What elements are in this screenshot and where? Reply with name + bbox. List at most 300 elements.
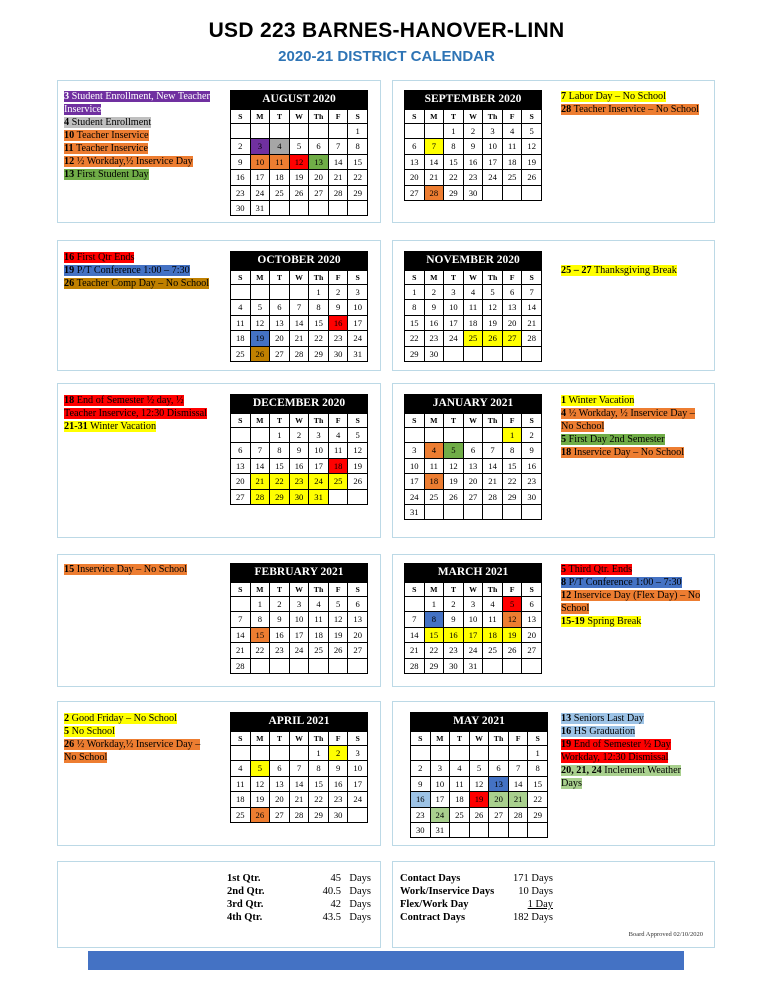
empty-cell	[450, 746, 470, 761]
note-date: 15-19	[561, 616, 585, 627]
note-date: 12	[64, 156, 75, 167]
notes-october	[64, 251, 214, 290]
day-cell: 3	[444, 285, 464, 300]
weekday-header: S	[348, 110, 368, 124]
calendar-note	[64, 155, 216, 168]
weekday-header: T	[450, 732, 470, 746]
note-date: 19	[64, 265, 75, 276]
day-cell: 9	[411, 777, 431, 792]
day-cell: 20	[270, 331, 290, 346]
day-cell: 31	[348, 347, 368, 362]
day-cell: 27	[522, 643, 542, 658]
day-cell: 17	[464, 628, 484, 643]
day-cell: 20	[270, 792, 290, 807]
day-cell: 16	[444, 628, 464, 643]
day-cell: 1	[405, 285, 425, 300]
day-cell: 21	[290, 792, 310, 807]
calendar-note	[64, 712, 214, 725]
day-cell: 20	[503, 316, 523, 331]
empty-cell	[290, 124, 310, 139]
quarter-totals	[227, 872, 377, 924]
day-cell: 7	[290, 761, 310, 776]
day-cell: 13	[348, 612, 368, 627]
day-cell: 8	[270, 443, 290, 458]
empty-cell	[483, 428, 503, 443]
day-cell: 21	[251, 474, 271, 489]
weekday-header: T	[270, 583, 290, 597]
day-cell: 10	[309, 443, 329, 458]
day-cell: 23	[522, 474, 542, 489]
day-cell: 19	[444, 474, 464, 489]
day-cell: 15	[503, 459, 523, 474]
calendar-note	[64, 251, 214, 264]
note-date: 3	[64, 91, 70, 102]
day-cell: 25	[450, 808, 470, 823]
month-grid	[404, 413, 542, 520]
day-cell: 2	[425, 285, 445, 300]
month-grid	[230, 413, 368, 505]
weekday-header: M	[251, 732, 271, 746]
day-cell: 21	[425, 170, 445, 185]
note-text: ½ Workday, ½ Inservice Day – No School	[561, 408, 695, 432]
note-date: 13	[64, 169, 75, 180]
day-cell: 29	[503, 490, 523, 505]
calendar-note	[561, 764, 701, 790]
note-text: Inservice Day – No School	[573, 447, 685, 458]
day-cell: 24	[348, 331, 368, 346]
weekday-header: M	[251, 110, 271, 124]
day-cell: 12	[444, 459, 464, 474]
day-cell: 4	[425, 443, 445, 458]
day-cell: 24	[405, 490, 425, 505]
weekday-header: Th	[309, 414, 329, 428]
day-cell: 1	[309, 285, 329, 300]
calendar-note	[561, 712, 701, 725]
day-cell: 25	[483, 643, 503, 658]
day-cell: 5	[329, 597, 349, 612]
quarter-row	[227, 872, 377, 885]
day-cell: 3	[483, 124, 503, 139]
empty-cell	[464, 347, 484, 362]
day-cell: 12	[503, 612, 523, 627]
weekday-header: F	[503, 110, 523, 124]
notes-march	[561, 563, 709, 628]
month-title: NOVEMBER 2020	[404, 251, 542, 270]
day-cell: 24	[444, 331, 464, 346]
day-cell: 26	[251, 347, 271, 362]
day-cell: 30	[464, 186, 484, 201]
day-cell: 16	[411, 792, 431, 807]
note-text: Spring Break	[587, 616, 642, 627]
day-cell: 8	[251, 612, 271, 627]
day-cell: 1	[270, 428, 290, 443]
empty-cell	[329, 490, 349, 505]
day-cell: 27	[270, 808, 290, 823]
month-grid	[404, 582, 542, 674]
day-cell: 28	[290, 347, 310, 362]
day-cell: 25	[425, 490, 445, 505]
board-approved-note: Board Approved 02/10/2020	[628, 931, 703, 938]
calendar-october	[230, 251, 368, 362]
day-cell: 29	[528, 808, 548, 823]
weekday-header: T	[270, 271, 290, 285]
empty-cell	[270, 124, 290, 139]
note-text: Winter Vacation	[90, 421, 157, 432]
empty-cell	[348, 808, 368, 823]
day-cell: 26	[329, 643, 349, 658]
day-cell: 23	[270, 643, 290, 658]
day-cell: 26	[348, 474, 368, 489]
weekday-header: S	[405, 414, 425, 428]
day-cell: 4	[231, 300, 251, 315]
day-cell: 13	[503, 300, 523, 315]
day-cell: 6	[231, 443, 251, 458]
day-cell: 14	[231, 628, 251, 643]
day-cell: 6	[270, 300, 290, 315]
calendar-note	[561, 615, 709, 628]
weekday-header: W	[464, 271, 484, 285]
calendar-november	[404, 251, 542, 362]
day-cell: 14	[425, 155, 445, 170]
day-cell: 19	[251, 331, 271, 346]
day-cell: 2	[329, 285, 349, 300]
day-cell: 27	[503, 331, 523, 346]
empty-cell	[231, 746, 251, 761]
day-cell: 16	[522, 459, 542, 474]
day-cell: 26	[483, 331, 503, 346]
day-cell: 7	[251, 443, 271, 458]
note-date: 4	[561, 408, 567, 419]
day-cell: 4	[309, 597, 329, 612]
day-cell: 29	[425, 659, 445, 674]
empty-cell	[405, 597, 425, 612]
quarter-unit: Days	[349, 873, 371, 884]
note-text: Labor Day – No School	[568, 91, 666, 102]
day-cell: 11	[309, 612, 329, 627]
day-cell: 11	[270, 155, 290, 170]
day-cell: 16	[464, 155, 484, 170]
day-cell: 12	[348, 443, 368, 458]
day-cell: 11	[450, 777, 470, 792]
day-cell: 20	[489, 792, 509, 807]
day-cell: 5	[251, 300, 271, 315]
day-cell: 27	[309, 186, 329, 201]
day-cell: 31	[464, 659, 484, 674]
weekday-header: W	[470, 732, 490, 746]
day-cell: 6	[522, 597, 542, 612]
empty-cell	[270, 201, 290, 216]
day-cell: 9	[464, 139, 484, 154]
empty-cell	[231, 428, 251, 443]
empty-cell	[329, 124, 349, 139]
day-cell: 27	[231, 490, 251, 505]
empty-cell	[405, 124, 425, 139]
weekday-header: Th	[483, 110, 503, 124]
weekday-header: M	[431, 732, 451, 746]
note-date: 5	[561, 434, 567, 445]
day-cell: 24	[251, 186, 271, 201]
day-cell: 18	[309, 628, 329, 643]
day-cell: 15	[270, 459, 290, 474]
day-cell: 1	[528, 746, 548, 761]
day-cell: 13	[231, 459, 251, 474]
day-cell: 15	[251, 628, 271, 643]
day-cell: 23	[425, 331, 445, 346]
quarter-unit: Days	[349, 899, 371, 910]
note-date: 28	[561, 104, 572, 115]
weekday-header: T	[270, 110, 290, 124]
empty-cell	[290, 201, 310, 216]
note-date: 12	[561, 590, 572, 601]
note-text: First Student Day	[76, 169, 149, 180]
day-cell: 19	[483, 316, 503, 331]
day-cell: 13	[489, 777, 509, 792]
weekday-header: S	[522, 583, 542, 597]
day-cell: 19	[470, 792, 490, 807]
note-date: 5	[64, 726, 70, 737]
weekday-header: S	[231, 110, 251, 124]
calendar-note	[64, 90, 216, 116]
day-cell: 25	[503, 170, 523, 185]
day-cell: 22	[405, 331, 425, 346]
notes-november	[561, 264, 709, 277]
note-date: 11	[64, 143, 74, 154]
month-title: DECEMBER 2020	[230, 394, 368, 413]
day-cell: 27	[464, 490, 484, 505]
day-cell: 31	[309, 490, 329, 505]
day-cell: 8	[528, 761, 548, 776]
empty-cell	[251, 285, 271, 300]
calendar-note	[64, 420, 214, 433]
day-cell: 7	[509, 761, 529, 776]
quarter-value: 40.5	[322, 886, 341, 897]
day-cell: 23	[444, 643, 464, 658]
calendar-march	[404, 563, 542, 674]
calendar-note	[561, 103, 701, 116]
empty-cell	[431, 746, 451, 761]
empty-cell	[503, 659, 523, 674]
day-cell: 2	[411, 761, 431, 776]
calendar-note	[561, 563, 709, 576]
empty-cell	[522, 347, 542, 362]
day-cell: 2	[444, 597, 464, 612]
day-total-label: Contact Days	[400, 873, 461, 884]
day-cell: 30	[522, 490, 542, 505]
day-cell: 28	[231, 659, 251, 674]
day-cell: 7	[329, 139, 349, 154]
calendar-note	[561, 264, 709, 277]
weekday-header: F	[329, 271, 349, 285]
calendar-note	[64, 277, 214, 290]
weekday-header: M	[425, 583, 445, 597]
day-cell: 24	[348, 792, 368, 807]
day-cell: 4	[450, 761, 470, 776]
day-total-value: 10 Days	[518, 886, 553, 897]
day-cell: 17	[483, 155, 503, 170]
day-cell: 9	[425, 300, 445, 315]
day-cell: 16	[270, 628, 290, 643]
weekday-header: Th	[309, 110, 329, 124]
day-cell: 10	[251, 155, 271, 170]
month-title: OCTOBER 2020	[230, 251, 368, 270]
day-cell: 17	[348, 777, 368, 792]
weekday-header: S	[405, 583, 425, 597]
day-total-label: Contract Days	[400, 912, 466, 923]
day-cell: 18	[231, 792, 251, 807]
day-cell: 12	[290, 155, 310, 170]
weekday-header: S	[405, 110, 425, 124]
weekday-header: F	[329, 110, 349, 124]
note-text: Teacher Inservice – No School	[573, 104, 700, 115]
note-date: 18	[64, 395, 75, 406]
day-cell: 15	[309, 316, 329, 331]
empty-cell	[522, 505, 542, 520]
day-cell: 5	[522, 124, 542, 139]
day-cell: 3	[464, 597, 484, 612]
weekday-header: S	[522, 110, 542, 124]
day-cell: 6	[503, 285, 523, 300]
weekday-header: M	[425, 414, 445, 428]
calendar-note	[64, 563, 214, 576]
calendar-may	[410, 712, 548, 838]
day-cell: 18	[425, 474, 445, 489]
day-cell: 10	[348, 761, 368, 776]
quarter-label: 1st Qtr.	[227, 873, 261, 884]
day-cell: 8	[348, 139, 368, 154]
note-text: Good Friday – No School	[71, 713, 177, 724]
note-text: Inservice Day (Flex Day) – No School	[561, 590, 701, 614]
empty-cell	[290, 285, 310, 300]
day-cell: 12	[329, 612, 349, 627]
day-cell: 3	[290, 597, 310, 612]
note-text: HS Graduation	[573, 726, 636, 737]
calendar-august	[230, 90, 368, 216]
day-cell: 11	[329, 443, 349, 458]
day-cell: 10	[483, 139, 503, 154]
note-text: P/T Conference 1:00 – 7:30	[568, 577, 682, 588]
notes-august	[64, 90, 216, 181]
note-date: 19	[561, 739, 572, 750]
month-grid	[230, 109, 368, 216]
day-cell: 22	[528, 792, 548, 807]
day-cell: 22	[425, 643, 445, 658]
day-cell: 10	[290, 612, 310, 627]
day-cell: 21	[231, 643, 251, 658]
day-cell: 6	[270, 761, 290, 776]
month-grid	[230, 731, 368, 823]
weekday-header: M	[251, 414, 271, 428]
day-cell: 14	[329, 155, 349, 170]
month-grid	[230, 582, 368, 674]
day-cell: 9	[290, 443, 310, 458]
weekday-header: S	[348, 732, 368, 746]
day-cell: 3	[309, 428, 329, 443]
day-cell: 24	[464, 643, 484, 658]
day-cell: 15	[348, 155, 368, 170]
quarter-label: 3rd Qtr.	[227, 899, 264, 910]
day-cell: 17	[431, 792, 451, 807]
day-cell: 12	[251, 316, 271, 331]
day-cell: 23	[290, 474, 310, 489]
month-grid	[410, 731, 548, 838]
calendar-february	[230, 563, 368, 674]
weekday-header: T	[270, 414, 290, 428]
notes-december	[64, 394, 214, 433]
empty-cell	[270, 285, 290, 300]
calendar-september	[404, 90, 542, 201]
day-cell: 15	[444, 155, 464, 170]
day-cell: 14	[290, 316, 310, 331]
weekday-header: W	[290, 732, 310, 746]
weekday-header: S	[348, 271, 368, 285]
empty-cell	[503, 347, 523, 362]
weekday-header: F	[329, 414, 349, 428]
weekday-header: M	[251, 271, 271, 285]
day-cell: 7	[405, 612, 425, 627]
day-cell: 11	[231, 777, 251, 792]
day-cell: 5	[348, 428, 368, 443]
note-text: P/T Conference 1:00 – 7:30	[76, 265, 190, 276]
day-cell: 22	[309, 331, 329, 346]
day-cell: 6	[464, 443, 484, 458]
day-cell: 10	[444, 300, 464, 315]
day-cell: 8	[309, 761, 329, 776]
day-cell: 15	[528, 777, 548, 792]
empty-cell	[251, 659, 271, 674]
day-cell: 1	[348, 124, 368, 139]
day-cell: 22	[270, 474, 290, 489]
notes-february	[64, 563, 214, 576]
note-text: End of Semester ½ Day Workday, 12:30 Dismissal	[561, 739, 671, 763]
day-cell: 20	[231, 474, 251, 489]
month-title: SEPTEMBER 2020	[404, 90, 542, 109]
day-cell: 19	[329, 628, 349, 643]
day-cell: 9	[522, 443, 542, 458]
empty-cell	[509, 746, 529, 761]
note-date: 26	[64, 739, 75, 750]
note-date: 13	[561, 713, 572, 724]
day-cell: 4	[483, 597, 503, 612]
day-totals	[400, 872, 560, 924]
weekday-header: W	[290, 414, 310, 428]
day-cell: 22	[251, 643, 271, 658]
day-cell: 19	[290, 170, 310, 185]
day-cell: 18	[329, 459, 349, 474]
day-total-row	[400, 898, 560, 911]
day-cell: 20	[309, 170, 329, 185]
quarter-unit: Days	[349, 912, 371, 923]
day-cell: 26	[251, 808, 271, 823]
day-cell: 27	[405, 186, 425, 201]
day-cell: 13	[464, 459, 484, 474]
note-date: 21-31	[64, 421, 88, 432]
day-cell: 12	[470, 777, 490, 792]
day-cell: 7	[231, 612, 251, 627]
day-cell: 22	[444, 170, 464, 185]
weekday-header: Th	[483, 271, 503, 285]
day-cell: 4	[231, 761, 251, 776]
day-cell: 21	[290, 331, 310, 346]
day-cell: 26	[470, 808, 490, 823]
day-cell: 30	[231, 201, 251, 216]
day-cell: 20	[522, 628, 542, 643]
day-cell: 16	[231, 170, 251, 185]
quarter-row	[227, 911, 377, 924]
day-cell: 9	[329, 300, 349, 315]
month-grid	[230, 270, 368, 362]
day-cell: 22	[503, 474, 523, 489]
day-cell: 16	[290, 459, 310, 474]
